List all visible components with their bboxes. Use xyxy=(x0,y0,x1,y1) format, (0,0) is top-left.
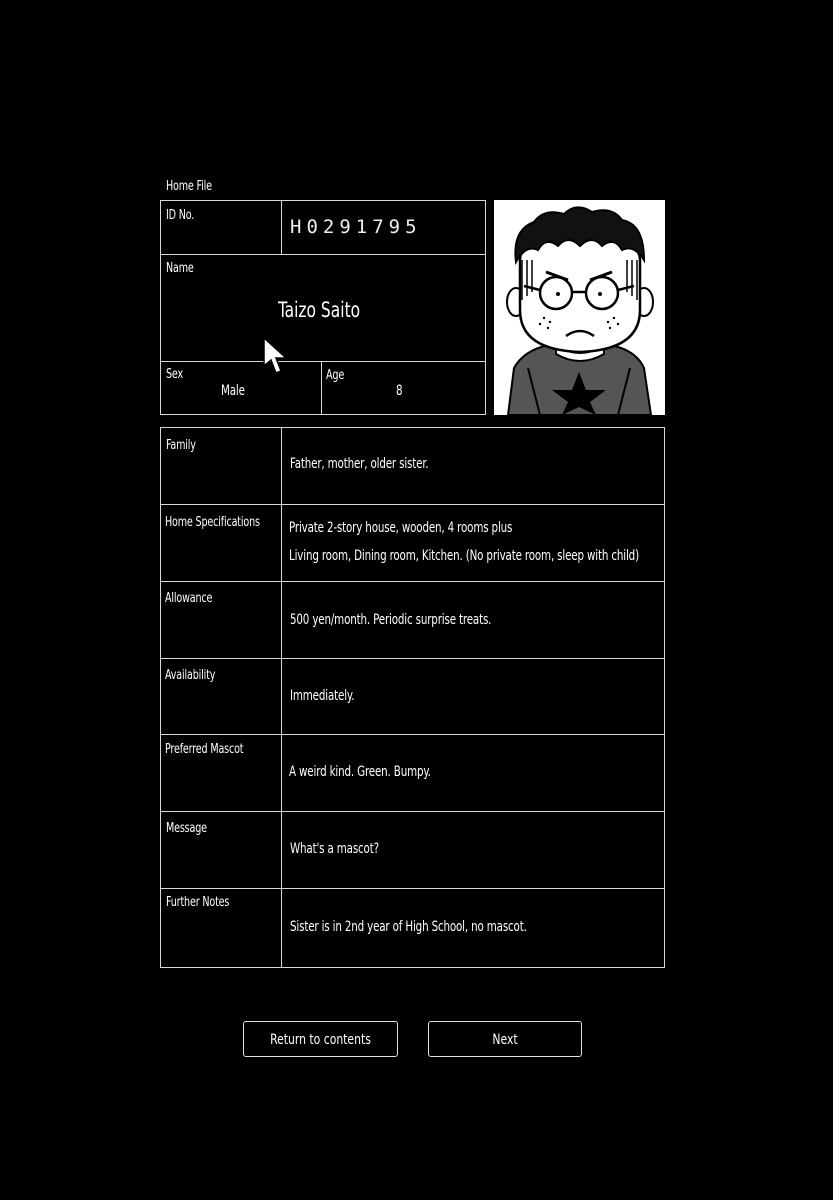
divider xyxy=(160,504,665,505)
child-portrait-icon xyxy=(494,200,665,415)
return-to-contents-button[interactable] xyxy=(243,1021,398,1057)
id-label: ID No. xyxy=(166,208,195,223)
mouse-pointer-icon xyxy=(262,336,290,378)
details-table xyxy=(160,427,665,968)
next-button[interactable] xyxy=(428,1021,582,1057)
home-specifications-label: Home Specifications xyxy=(165,515,260,530)
return-to-contents-label: Return to contents xyxy=(270,1032,371,1048)
further-notes-label: Further Notes xyxy=(166,895,230,910)
message-label: Message xyxy=(166,821,207,836)
divider xyxy=(160,734,665,735)
divider xyxy=(281,200,282,254)
age-label: Age xyxy=(326,368,345,383)
family-label: Family xyxy=(166,438,196,453)
divider xyxy=(160,658,665,659)
availability-value: Immediately. xyxy=(290,688,355,704)
name-value: Taizo Saito xyxy=(278,298,361,322)
id-value: H0291795 xyxy=(290,216,422,238)
availability-label: Availability xyxy=(165,668,216,683)
avatar xyxy=(494,200,665,415)
next-label: Next xyxy=(492,1032,518,1048)
sex-value: Male xyxy=(221,383,245,399)
divider xyxy=(321,361,322,415)
home-file-label: Home File xyxy=(166,179,212,194)
divider xyxy=(160,361,486,362)
divider xyxy=(160,254,486,255)
sex-label: Sex xyxy=(166,367,183,382)
allowance-label: Allowance xyxy=(165,591,213,606)
home-specifications-value-line2: Living room, Dining room, Kitchen. (No private room, sleep with child) xyxy=(289,548,639,564)
message-value: What's a mascot? xyxy=(290,841,379,857)
further-notes-value: Sister is in 2nd year of High School, no mascot. xyxy=(290,919,527,935)
family-value: Father, mother, older sister. xyxy=(290,456,429,472)
age-value: 8 xyxy=(396,383,403,399)
name-label: Name xyxy=(166,261,194,276)
divider xyxy=(160,888,665,889)
allowance-value: 500 yen/month. Periodic surprise treats. xyxy=(290,612,492,628)
divider xyxy=(160,581,665,582)
preferred-mascot-value: A weird kind. Green. Bumpy. xyxy=(289,764,431,780)
home-specifications-value: Private 2-story house, wooden, 4 rooms plus xyxy=(289,520,513,536)
divider xyxy=(160,811,665,812)
preferred-mascot-label: Preferred Mascot xyxy=(165,742,244,757)
divider xyxy=(281,427,282,968)
